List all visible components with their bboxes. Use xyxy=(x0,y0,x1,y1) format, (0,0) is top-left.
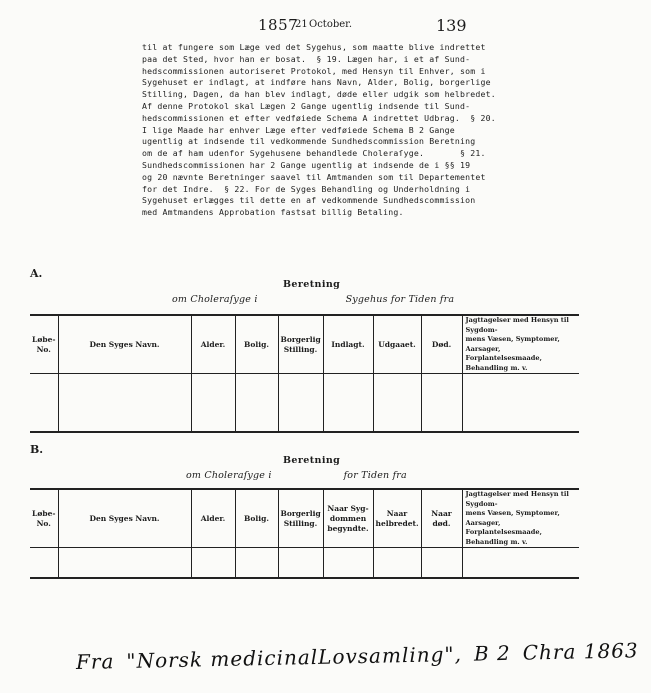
table-cell xyxy=(323,374,373,432)
column-header: Alder. xyxy=(191,315,235,374)
body-paragraph xyxy=(142,42,496,219)
section-a-table xyxy=(30,314,579,433)
table-cell xyxy=(462,374,579,432)
paragraph-line: I lige Maade har enhver Læge efter vedføiede Schema B 2 Gange xyxy=(142,124,455,135)
section-b-title: Beretning xyxy=(283,455,341,466)
table-cell xyxy=(373,374,421,432)
column-header: Løbe- No. xyxy=(30,489,58,548)
paragraph-line: ugentlig at indsende til vedkommende Sundhedscommission Beretning xyxy=(142,136,476,147)
paragraph-line: hedscommissionen et efter vedføiede Schema A indrettet Udbrag. § 20. xyxy=(142,112,496,123)
paragraph-line: om de af ham udenfor Sygehusene behandlede Choleraſyge. § 21. xyxy=(142,148,486,159)
table-cell xyxy=(278,374,323,432)
column-header: Bolig. xyxy=(235,315,278,374)
paragraph-line: og 20 nævnte Beretninger saavel til Amtmanden som til Departementet xyxy=(142,171,486,182)
paragraph-line: paa det Sted, hvor han er bosat. § 19. Lægen har, i et af Sund- xyxy=(142,53,471,64)
table-cell xyxy=(462,548,579,578)
table-cell xyxy=(235,374,278,432)
table-cell xyxy=(58,374,191,432)
section-a-subtitle-right: Sygehus for Tiden fra xyxy=(345,294,455,305)
column-header: Bolig. xyxy=(235,489,278,548)
paragraph-line: hedscommissionen autoriseret Protokol, med Hensyn til Enhver, som i xyxy=(142,65,486,76)
table-cell xyxy=(30,548,58,578)
table-cell xyxy=(191,548,235,578)
table-cell xyxy=(278,548,323,578)
table-cell xyxy=(191,374,235,432)
section-a-subtitle-left: om Choleraſyge i xyxy=(172,294,258,305)
header-year: 1857 xyxy=(258,16,299,34)
section-a-empty-row xyxy=(30,374,579,432)
header-month: October. xyxy=(309,19,353,30)
page-header xyxy=(0,16,600,36)
column-header: Den Syges Navn. xyxy=(58,489,191,548)
column-header: Jagttagelser med Hensyn til Sygdom- mens Væsen, Symptomer, Aarsager, Forplantelsesmaade, Behandling m. v. xyxy=(462,315,579,374)
section-b-header-row xyxy=(30,489,579,548)
section-a-title: Beretning xyxy=(283,279,341,290)
handwritten-note-part1: Fra xyxy=(75,649,115,674)
header-day: 21 xyxy=(295,19,308,30)
column-header: Borgerlig Stilling. xyxy=(278,489,323,548)
table-cell xyxy=(58,548,191,578)
table-cell xyxy=(235,548,278,578)
paragraph-line: Sygehuset er indlagt, at indføre hans Navn, Alder, Bolig, borgerlige xyxy=(142,77,491,88)
paragraph-line: med Amtmandens Approbation fastsat billig Betaling. xyxy=(142,207,404,218)
section-b-subtitle-left: om Choleraſyge i xyxy=(186,470,272,481)
section-b-label: B. xyxy=(30,443,44,456)
column-header: Naar Syg- dommen begyndte. xyxy=(323,489,373,548)
section-a-header-row xyxy=(30,315,579,374)
section-a-subtitle xyxy=(172,294,454,305)
section-b-table xyxy=(30,488,579,579)
column-header: Løbe- No. xyxy=(30,315,58,374)
handwritten-note-part3: B 2 xyxy=(473,640,511,666)
column-header: Død. xyxy=(421,315,462,374)
table-cell xyxy=(421,374,462,432)
column-header: Naar død. xyxy=(421,489,462,548)
column-header: Den Syges Navn. xyxy=(58,315,191,374)
column-header: Naar helbredet. xyxy=(373,489,421,548)
section-a-label: A. xyxy=(30,267,43,280)
table-cell xyxy=(373,548,421,578)
section-b-empty-row xyxy=(30,548,579,578)
column-header: Indlagt. xyxy=(323,315,373,374)
column-header: Borgerlig Stilling. xyxy=(278,315,323,374)
page-number: 139 xyxy=(436,16,467,35)
section-b-subtitle xyxy=(186,470,407,481)
paragraph-line: Sygehuset erlægges til dette en af vedkommende Sundhedscommission xyxy=(142,195,476,206)
column-header: Udgaaet. xyxy=(373,315,421,374)
paragraph-line: til at fungere som Læge ved det Sygehus, som maatte blive indrettet xyxy=(142,42,486,52)
column-header: Alder. xyxy=(191,489,235,548)
paragraph-line: Sundhedscommissionen har 2 Gange ugentlig at indsende de i §§ 19 xyxy=(142,159,471,170)
paragraph-line: for det Indre. § 22. For de Syges Behandling og Underholdning i xyxy=(142,183,471,194)
handwritten-note xyxy=(76,638,651,674)
handwritten-note-part4: Chra 1863 xyxy=(522,638,639,665)
handwritten-note-part2: "Norsk medicinalLovsamling", xyxy=(126,641,463,673)
table-cell xyxy=(421,548,462,578)
column-header: Jagttagelser med Hensyn til Sygdom- mens Væsen, Symptomer, Aarsager, Forplantelsesmaade, Behandling m. v. xyxy=(462,489,579,548)
table-cell xyxy=(30,374,58,432)
paragraph-line: Af denne Protokol skal Lægen 2 Gange ugentlig indsende til Sund- xyxy=(142,100,471,111)
paragraph-line: Stilling, Dagen, da han blev indlagt, døde eller udgik som helbredet. xyxy=(142,89,496,100)
section-b-subtitle-right: for Tiden fra xyxy=(343,470,407,481)
table-cell xyxy=(323,548,373,578)
